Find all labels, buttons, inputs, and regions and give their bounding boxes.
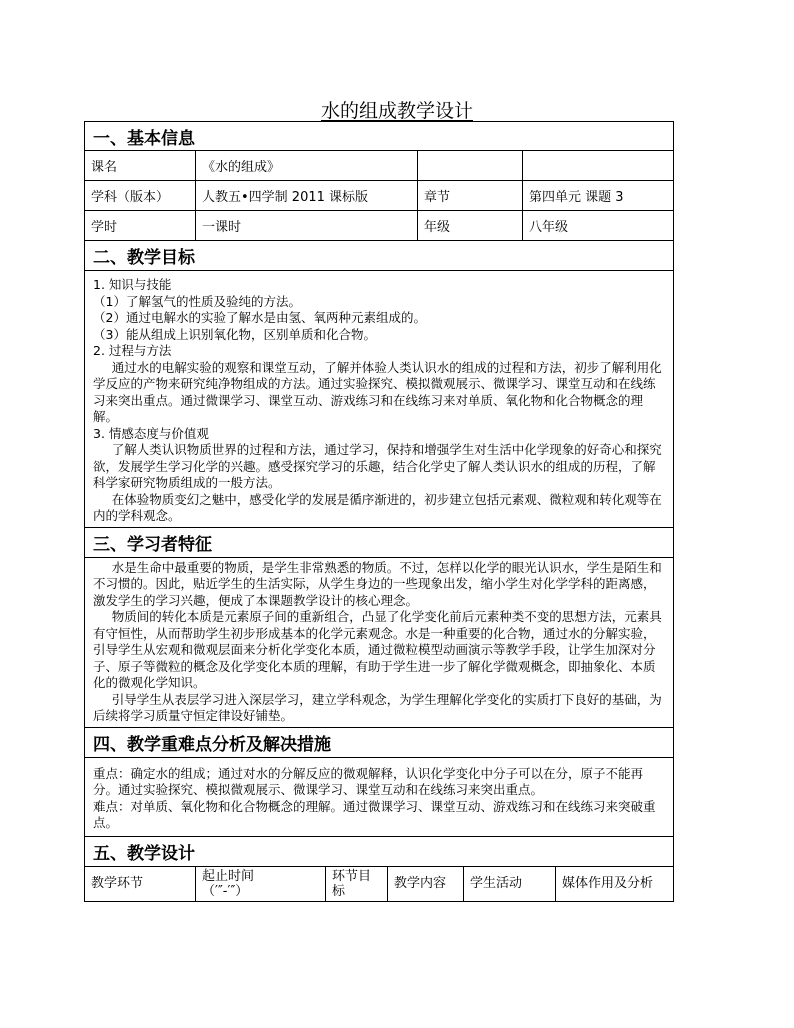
learner-body <box>84 558 674 728</box>
col-header: 媒体作用及分析 <box>562 876 654 891</box>
text-line: 1. 知识与技能 <box>93 277 172 292</box>
text-para: 物质间的转化本质是元素原子间的重新组合，凸显了化学变化前后元素种类不变的思想方法，元素具有守恒性，从而帮助学生初步形成基本的化学元素观念。水是一种重要的化合物，通过水的分解实验，引导学生从宏观和微观层面来分析化学变化本质，通过微粒模型动画演示等教学手段，让学生加深对分子、原子等微粒的概念及化学变化本质的理解，有助于学生进一步了解化学微观概念，即抽象化、本质化的微观化学知识。 <box>93 609 662 690</box>
key-points-body <box>84 758 674 837</box>
text-line: 2. 过程与方法 <box>93 343 172 358</box>
col-header: 环节目标 <box>326 867 388 901</box>
section-heading-learner: 三、学习者特征 <box>84 528 674 558</box>
section-heading-key-points: 四、教学重难点分析及解决措施 <box>84 728 674 758</box>
cell: 人教五•四学制 2011 课标版 <box>196 181 418 210</box>
document-title: 水的组成教学设计 <box>320 100 473 122</box>
text-line: （2）通过电解水的实验了解水是由氢、氧两种元素组成的。 <box>93 310 426 325</box>
section-heading-basic-info: 一、基本信息 <box>84 121 674 151</box>
objectives-body <box>84 271 674 528</box>
text-para: 了解人类认识物质世界的过程和方法，通过学习，保持和增强学生对生活中化学现象的好奇心和探究欲，发展学生学习化学的兴趣。感受探究学习的乐趣，结合化学史了解人类认识水的组成的历程，了解科学家研究物质组成的一般方法。 <box>93 442 662 490</box>
design-header-row <box>84 867 674 902</box>
col-header: 教学内容 <box>388 867 464 901</box>
section-heading-design: 五、教学设计 <box>84 837 674 867</box>
text-para: 水是生命中最重要的物质，是学生非常熟悉的物质。不过，怎样以化学的眼光认识水，学生是陌生和不习惯的。因此，贴近学生的生活实际，从学生身边的一些现象出发，缩小学生对化学学科的距离感，激发学生的学习兴趣，便成了本课题教学设计的核心理念。 <box>93 559 662 608</box>
col-header: 教学环节 <box>85 867 196 901</box>
text-para: 在体验物质变幻之魅中，感受化学的发展是循序渐进的，初步建立包括元素观、微粒观和转化观等在内的学科观念。 <box>93 491 662 523</box>
text-line: （1）了解氢气的性质及验纯的方法。 <box>93 293 301 309</box>
cell: 八年级 <box>529 220 569 235</box>
section-heading-objectives: 二、教学目标 <box>84 241 674 271</box>
col-header: 学生活动 <box>464 867 556 901</box>
text-para: 引导学生从表层学习进入深层学习，建立学科观念，为学生理解化学变化的实质打下良好的基础，为后续将学习质量守恒定律设好铺垫。 <box>93 691 662 723</box>
text-para: 重点：确定水的组成；通过对水的分解反应的微观解释，认识化学变化中分子可以在分，原子不能再分。通过实验探究、模拟微观展示、微课学习、课堂互动和在线练习来突出重点。 <box>93 765 644 797</box>
info-row-1 <box>84 151 674 181</box>
text-line: 3. 情感态度与价值观 <box>93 425 209 441</box>
cell: 一课时 <box>196 211 418 240</box>
cell: 学科（版本） <box>85 181 196 210</box>
text-line: （3）能从组成上识别氧化物，区别单质和化合物。 <box>93 326 376 342</box>
text-para: 难点：对单质、氧化物和化合物概念的理解。通过微课学习、课堂互动、游戏练习和在线练习来突破重点。 <box>93 798 656 830</box>
cell <box>523 151 673 180</box>
cell: 学时 <box>85 211 196 240</box>
cell: 课名 <box>85 151 196 180</box>
col-header: 起止时间 （′″-′″） <box>196 867 326 901</box>
lesson-plan-table <box>84 121 674 902</box>
cell: 《水的组成》 <box>196 151 418 180</box>
info-row-3 <box>84 211 674 241</box>
info-row-2 <box>84 181 674 211</box>
text-para: 通过水的电解实验的观察和课堂互动，了解并体验人类认识水的组成的过程和方法，初步了解利用化学反应的产物来研究纯净物组成的方法。通过实验探究、模拟微观展示、微课学习、课堂互动和在线练习来突出重点。通过微课学习、课堂互动、游戏练习和在线练习来对单质、氧化物和化合物概念的理解。 <box>93 359 662 424</box>
cell <box>418 151 523 180</box>
cell: 年级 <box>418 211 523 240</box>
cell: 章节 <box>418 181 523 210</box>
cell: 第四单元 课题 3 <box>529 190 624 205</box>
